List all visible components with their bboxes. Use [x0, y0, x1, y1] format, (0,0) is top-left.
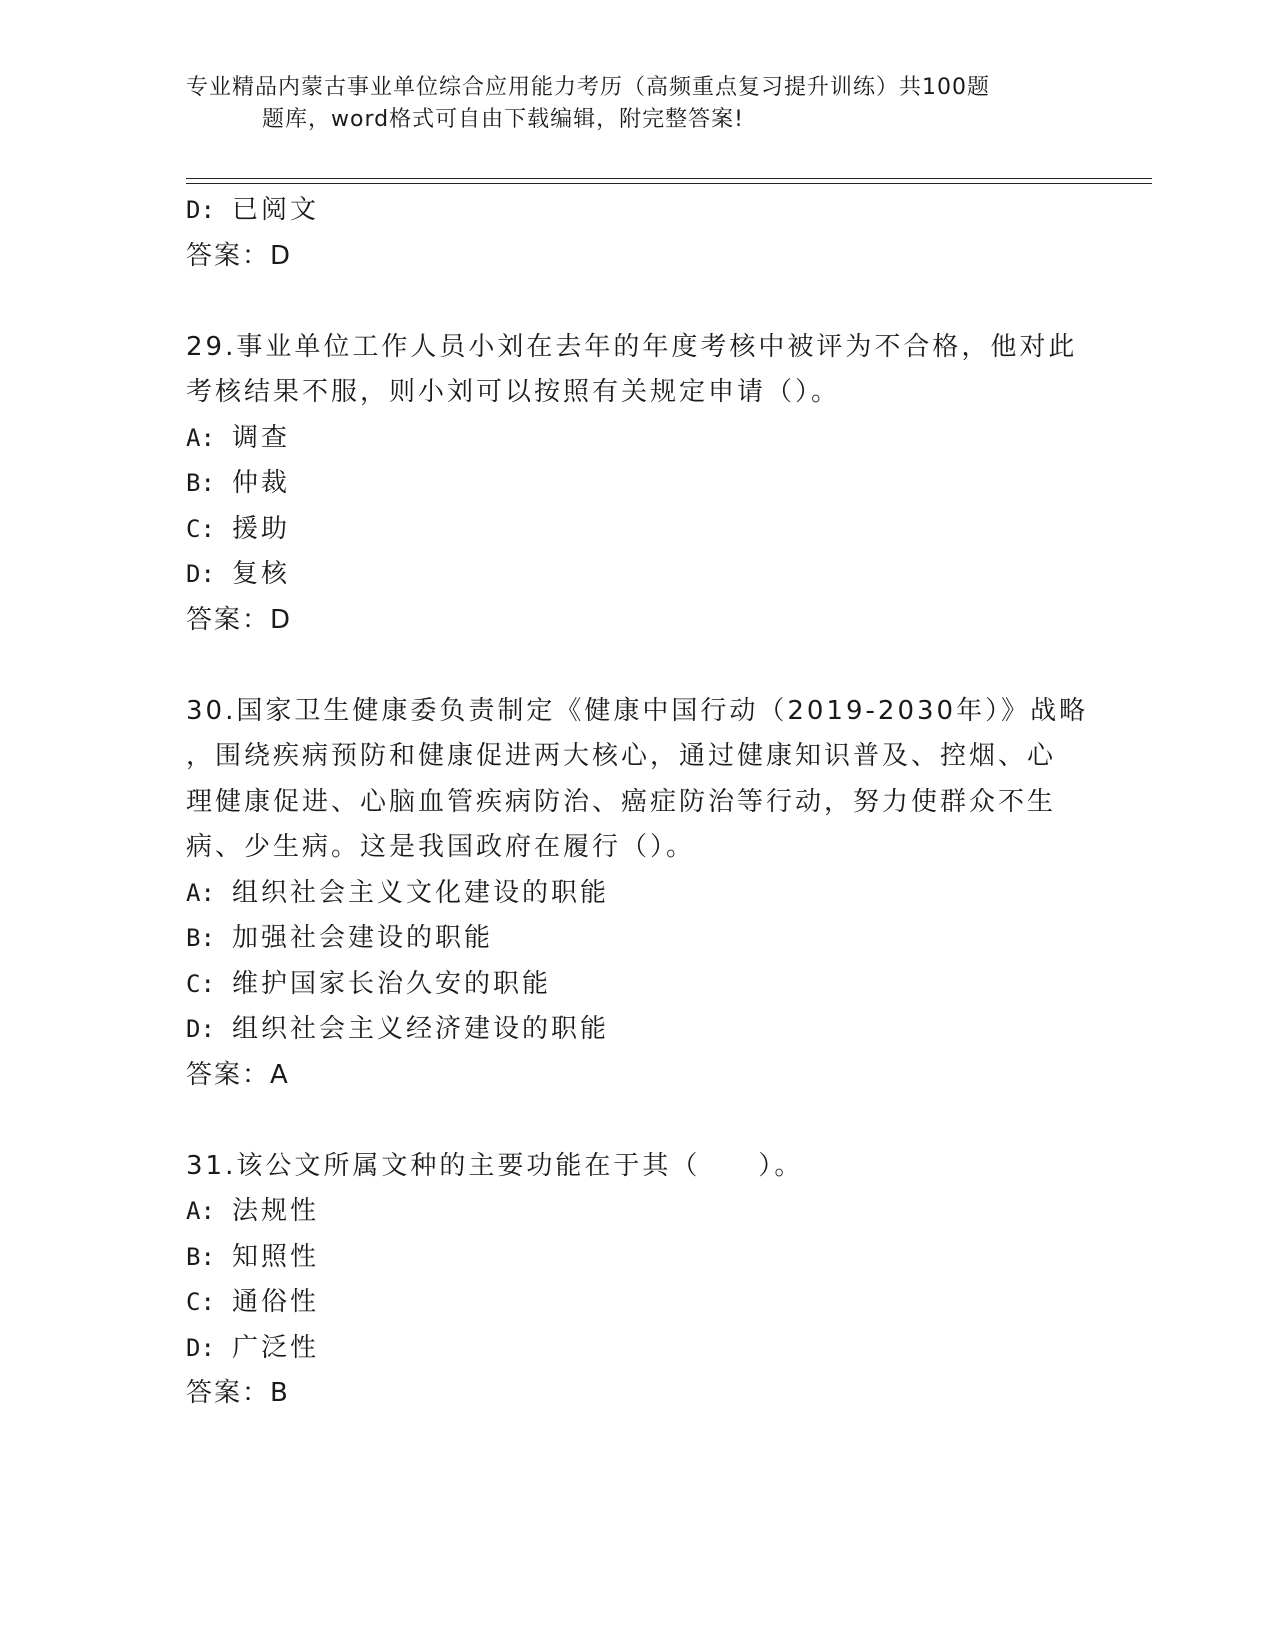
q31-option-c [186, 1280, 1086, 1326]
option-letter: D: [186, 1015, 215, 1043]
option-text: 已阅文 [232, 195, 320, 225]
option-text: 复核 [232, 559, 291, 589]
q30-option-a [186, 871, 1086, 917]
q29-stem-line2: 考核结果不服，则小刘可以按照有关规定申请（）。 [186, 377, 841, 407]
q29-option-b [186, 461, 1086, 507]
spacer [186, 279, 1086, 325]
q31-answer: 答案：B [186, 1378, 290, 1408]
prev-answer: 答案：D [186, 240, 293, 271]
option-text: 仲裁 [232, 468, 291, 498]
option-letter: A: [186, 423, 215, 452]
header-divider-bottom [186, 183, 1152, 184]
header-title-line2: 题库，word格式可自由下载编辑，附完整答案! [262, 107, 744, 132]
spacer [186, 1098, 1086, 1144]
header-divider-top [186, 178, 1152, 179]
q31-option-a [186, 1189, 1086, 1235]
q29-answer: 答案：D [186, 604, 293, 635]
option-letter: C: [186, 514, 215, 543]
header-title-line1: 专业精品内蒙古事业单位综合应用能力考历（高频重点复习提升训练）共100题 [186, 75, 990, 100]
q29-option-d [186, 552, 1086, 598]
option-letter: A: [186, 1197, 215, 1225]
option-letter: B: [186, 924, 215, 952]
q31-option-d [186, 1326, 1086, 1372]
option-text: 调查 [232, 422, 291, 453]
option-text: 组织社会主义经济建设的职能 [232, 1014, 610, 1044]
prev-option-d [186, 188, 1086, 234]
option-text: 加强社会建设的职能 [232, 923, 494, 953]
q29-option-c [186, 507, 1086, 553]
q30-stem-line2: ，围绕疾病预防和健康促进两大核心，通过健康知识普及、控烟、心 [186, 741, 1057, 771]
option-text: 法规性 [232, 1196, 320, 1226]
q30-answer: 答案：A [186, 1059, 290, 1090]
q29-option-a [186, 416, 1086, 462]
q30-stem-line3: 理健康促进、心脑血管疾病防治、癌症防治等行动，努力使群众不生 [186, 786, 1057, 817]
q30-option-b [186, 916, 1086, 962]
option-text: 广泛性 [232, 1332, 320, 1363]
option-letter: B: [186, 469, 215, 497]
question-content [186, 188, 1089, 1417]
option-text: 组织社会主义文化建设的职能 [232, 877, 610, 908]
option-text: 知照性 [232, 1241, 320, 1272]
option-letter: A: [186, 878, 215, 907]
q30-stem-line4: 病、少生病。这是我国政府在履行（）。 [186, 832, 696, 862]
q31-stem-line1: 31.该公文所属文种的主要功能在于其（ ）。 [186, 1150, 804, 1181]
q30-stem-line1: 30.国家卫生健康委负责制定《健康中国行动（2019-2030年）》战略 [186, 695, 1089, 726]
option-letter: C: [186, 1288, 215, 1316]
q31-option-b [186, 1235, 1086, 1281]
option-text: 通俗性 [232, 1287, 320, 1317]
q30-option-c [186, 962, 1086, 1008]
option-letter: D: [186, 560, 215, 588]
option-letter: D: [186, 196, 215, 224]
q29-stem-line1: 29.事业单位工作人员小刘在去年的年度考核中被评为不合格，他对此 [186, 331, 1078, 362]
option-text: 援助 [232, 513, 291, 544]
q30-option-d [186, 1007, 1086, 1053]
option-letter: B: [186, 1242, 215, 1271]
option-letter: C: [186, 969, 215, 998]
option-letter: D: [186, 1333, 215, 1362]
page-header [186, 72, 1066, 136]
option-text: 维护国家长治久安的职能 [232, 968, 552, 999]
spacer [186, 643, 1086, 689]
